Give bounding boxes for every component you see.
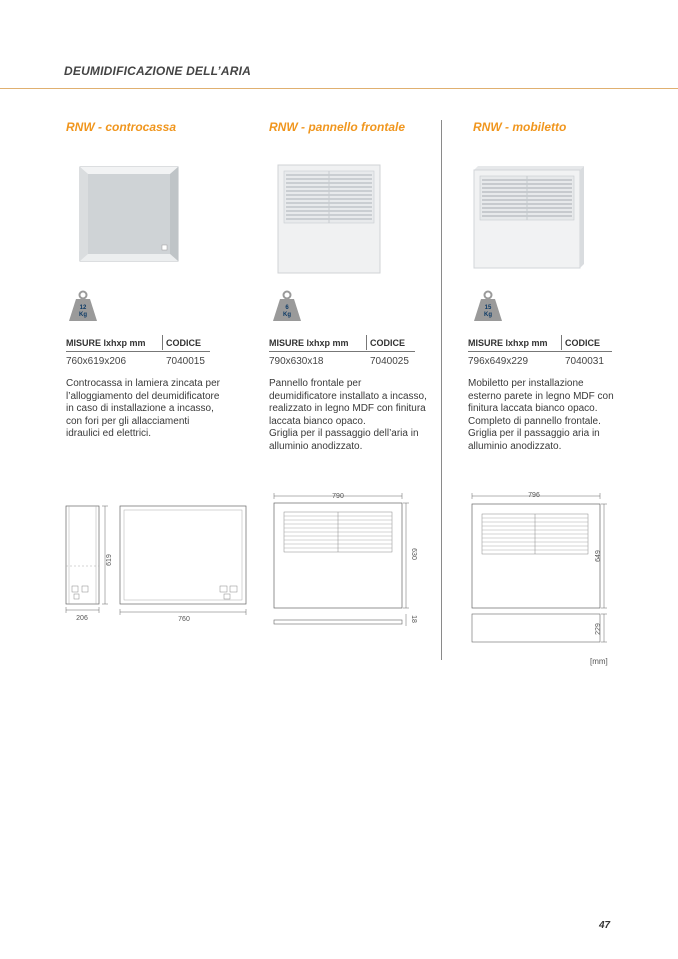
product-title: RNW - pannello frontale (269, 120, 405, 134)
spec-separator (366, 335, 367, 350)
spec-dims: 790x630x18 (269, 356, 324, 367)
weight-icon (272, 290, 302, 322)
spec-rule (66, 351, 210, 352)
weight-unit: Kg (79, 312, 87, 318)
spec-header-code: CODICE (565, 338, 601, 348)
spec-separator (561, 335, 562, 350)
dim-height-label: 619 (106, 554, 113, 566)
dim-depth-label: 229 (595, 623, 602, 635)
technical-drawing-controcassa (60, 498, 250, 626)
dim-height-label: 649 (595, 550, 602, 562)
spec-separator (162, 335, 163, 350)
page-number: 47 (599, 920, 611, 931)
weight-icon (473, 290, 503, 322)
product-description: Mobiletto per installazione esterno parete in legno MDF con finitura laccata bianco opaco. Completo di pannello frontale. Griglia per il passaggio aria in alluminio anodizzato. (468, 378, 614, 452)
weight-unit: Kg (283, 312, 291, 318)
spec-rule (468, 351, 612, 352)
header-divider (0, 88, 678, 89)
product-description: Controcassa in lamiera zincata per l’alloggiamento del deumidificatore in caso di installazione a incasso, con fori per gli allacciamenti idraulici ed elettrici. (66, 378, 220, 439)
technical-drawing-mobiletto (464, 486, 620, 646)
spec-code: 7040015 (166, 356, 205, 367)
spec-header-dims: MISURE lxhxp mm (269, 338, 349, 348)
dim-depth-label: 18 (410, 615, 417, 623)
technical-drawing-pannello (266, 488, 422, 632)
dim-height-label: 630 (410, 548, 417, 560)
spec-header-code: CODICE (166, 338, 202, 348)
unit-note: [mm] (590, 657, 608, 666)
product-description: Pannello frontale per deumidificatore installato a incasso, realizzato in legno MDF con finitura laccata bianco opaco. Griglia per il passaggio dell’aria in alluminio anodizzato. (269, 378, 427, 452)
product-title: RNW - controcassa (66, 120, 177, 134)
column-divider (441, 120, 442, 660)
spec-dims: 796x649x229 (468, 356, 529, 367)
spec-header-code: CODICE (370, 338, 406, 348)
product-title: RNW - mobiletto (473, 120, 567, 134)
weight-value: 12 (79, 305, 87, 311)
weight-value: 6 (285, 305, 289, 311)
dim-width-label: 760 (178, 616, 190, 623)
section-title: DEUMIDIFICAZIONE DELL’ARIA (64, 64, 251, 78)
spec-code: 7040031 (565, 356, 604, 367)
spec-dims: 760x619x206 (66, 356, 127, 367)
spec-code: 7040025 (370, 356, 409, 367)
spec-rule (269, 351, 415, 352)
dim-depth-label: 206 (76, 615, 88, 622)
product-photo-pannello (274, 163, 384, 263)
product-photo-mobiletto (470, 160, 580, 260)
weight-value: 15 (484, 305, 492, 311)
spec-header-dims: MISURE lxhxp mm (66, 338, 146, 348)
dim-width-label: 796 (528, 492, 540, 499)
spec-header-dims: MISURE lxhxp mm (468, 338, 548, 348)
weight-icon (68, 290, 98, 322)
product-photo-controcassa (74, 163, 184, 263)
dim-width-label: 790 (332, 493, 344, 500)
weight-unit: Kg (484, 312, 492, 318)
